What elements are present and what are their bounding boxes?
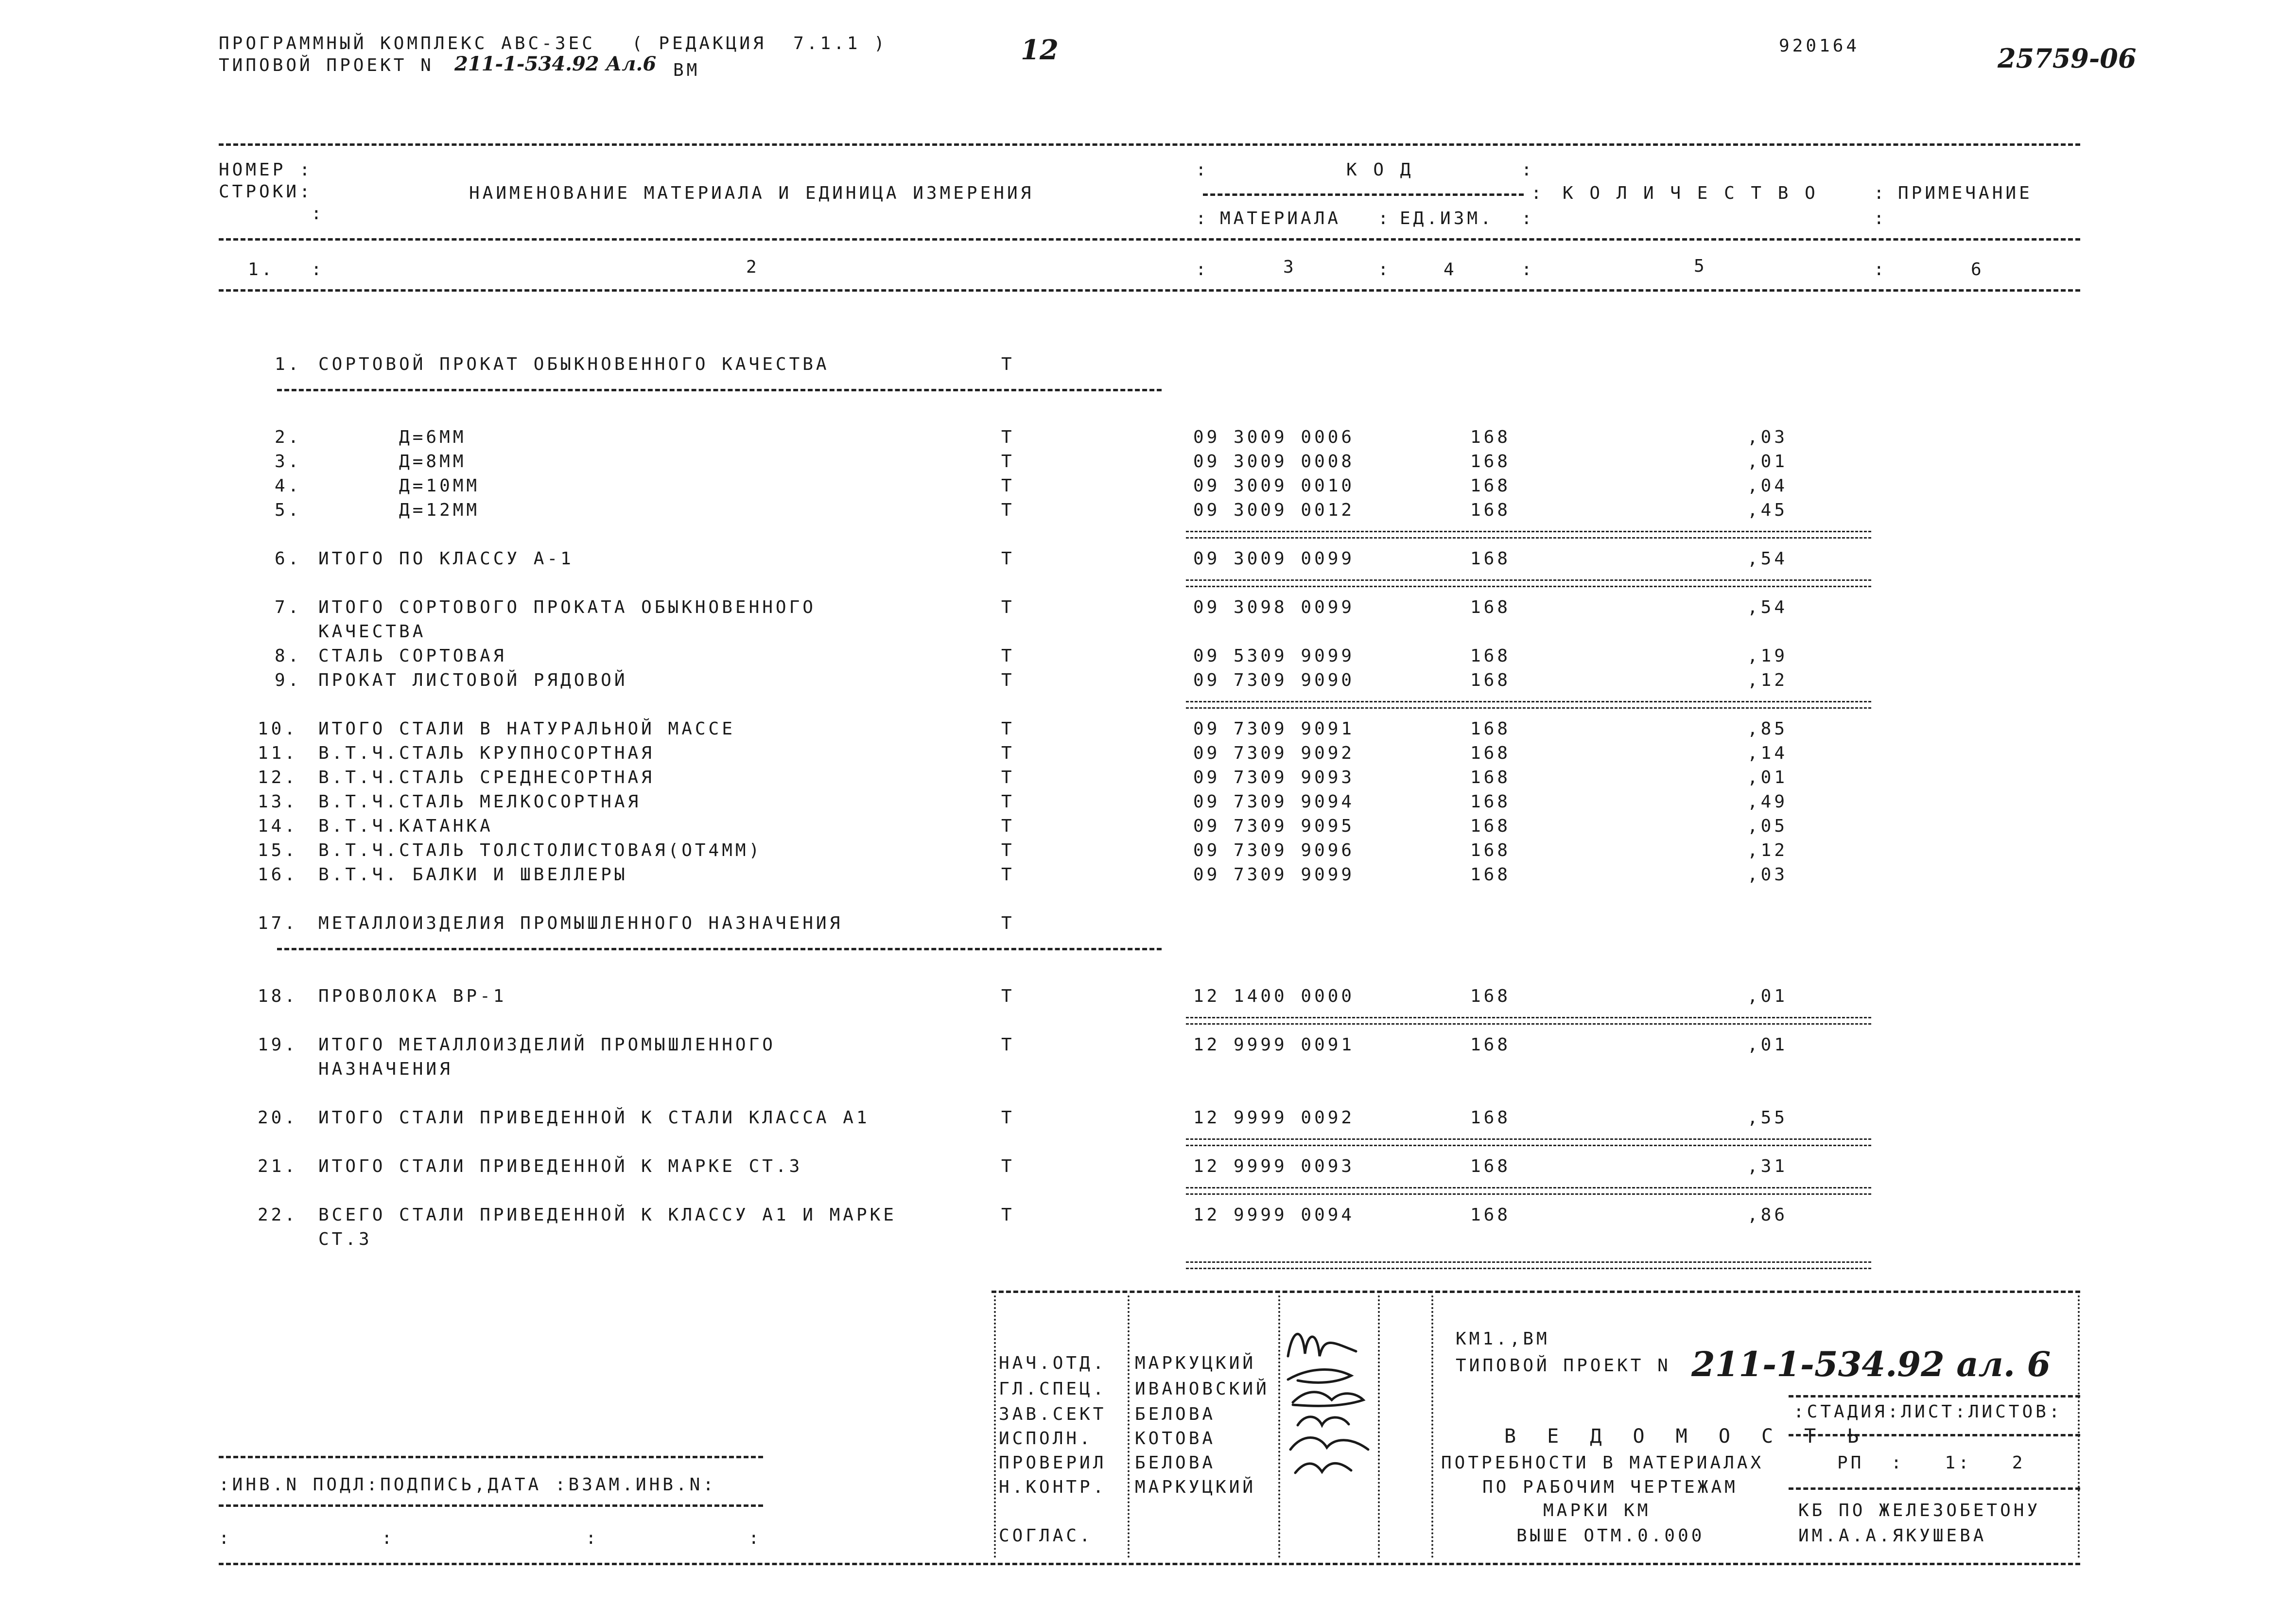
stamp-role: ПРОВЕРИЛ xyxy=(999,1453,1107,1473)
row-quantity: ,54 xyxy=(1747,597,1788,617)
section-underline xyxy=(277,389,1162,391)
header-bottom-rule xyxy=(219,289,2080,292)
stamp-vsep xyxy=(2078,1295,2080,1558)
col-sep-mark: : xyxy=(1521,160,1535,180)
col-number-label-1: НОМЕР : xyxy=(219,160,313,180)
stamp-name: МАРКУЦКИЙ xyxy=(1135,1353,1256,1373)
table-row xyxy=(0,428,2296,452)
page-number-handwritten: 12 xyxy=(1021,34,1059,66)
col-num-2: 2 xyxy=(746,257,760,277)
row-material-name: ВСЕГО СТАЛИ ПРИВЕДЕННОЙ К КЛАССУ А1 И МАРКЕ xyxy=(318,1205,897,1225)
stamp-title-4: МАРКИ КМ xyxy=(1543,1501,1651,1520)
stamp-stage-header: :СТАДИЯ:ЛИСТ:ЛИСТОВ: xyxy=(1793,1402,2063,1422)
row-material-code: 09 3009 0008 xyxy=(1193,452,1355,472)
row-unit-code: 168 xyxy=(1470,792,1511,812)
row-quantity: ,54 xyxy=(1747,549,1788,569)
row-unit: Т xyxy=(1001,816,1015,836)
row-unit: Т xyxy=(1001,500,1015,520)
table-row xyxy=(0,744,2296,768)
col-sep-mark: : xyxy=(586,1528,599,1548)
col-sep-mark: : xyxy=(1531,183,1545,203)
row-number: 9. xyxy=(275,670,302,690)
row-material-code: 09 5309 9099 xyxy=(1193,646,1355,666)
row-material-name-cont: КАЧЕСТВА xyxy=(318,622,426,642)
row-unit-code: 168 xyxy=(1470,768,1511,787)
row-unit: Т xyxy=(1001,549,1015,569)
row-unit: Т xyxy=(1001,840,1015,860)
row-material-code: 12 9999 0091 xyxy=(1193,1035,1355,1055)
row-quantity: ,03 xyxy=(1747,427,1788,447)
row-unit: Т xyxy=(1001,1156,1015,1176)
table-row xyxy=(0,768,2296,792)
row-quantity: ,31 xyxy=(1747,1156,1788,1176)
row-unit: Т xyxy=(1001,719,1015,739)
col-code-unit-label: ЕД.ИЗМ. xyxy=(1400,209,1494,228)
col-num-5: 5 xyxy=(1694,256,1707,276)
row-material-code: 09 7309 9092 xyxy=(1193,743,1355,763)
row-material-name: В.Т.Ч. БАЛКИ И ШВЕЛЛЕРЫ xyxy=(318,865,628,885)
row-material-code: 09 7309 9091 xyxy=(1193,719,1355,739)
row-material-name: СОРТОВОЙ ПРОКАТ ОБЫКНОВЕННОГО КАЧЕСТВА xyxy=(318,354,830,374)
row-unit: Т xyxy=(1001,1108,1015,1128)
col-num-3: 3 xyxy=(1283,257,1297,277)
code-group-rule xyxy=(1203,193,1524,196)
stamp-name: БЕЛОВА xyxy=(1135,1404,1216,1424)
header-top-rule xyxy=(219,143,2080,146)
row-material-code: 09 7309 9094 xyxy=(1193,792,1355,812)
row-material-name: СТАЛЬ СОРТОВАЯ xyxy=(318,646,507,666)
col-sep-mark: : xyxy=(1196,160,1209,180)
row-material-code: 09 3009 0012 xyxy=(1193,500,1355,520)
table-row xyxy=(0,865,2296,890)
row-number: 2. xyxy=(275,427,302,447)
table-row xyxy=(0,987,2296,1011)
row-unit: Т xyxy=(1001,768,1015,787)
col-number-label-2: СТРОКИ: xyxy=(219,182,313,202)
row-material-name: ПРОВОЛОКА ВР-1 xyxy=(318,986,507,1006)
row-material-code: 09 3009 0099 xyxy=(1193,549,1355,569)
total-double-rule xyxy=(1186,1261,1871,1269)
row-number: 5. xyxy=(275,500,302,520)
row-quantity: ,03 xyxy=(1747,865,1788,885)
row-quantity: ,55 xyxy=(1747,1108,1788,1128)
row-material-name: ИТОГО СОРТОВОГО ПРОКАТА ОБЫКНОВЕННОГО xyxy=(318,597,816,617)
row-quantity: ,01 xyxy=(1747,452,1788,472)
row-number: 15. xyxy=(258,840,298,860)
col-num-6: 6 xyxy=(1971,260,1984,279)
row-material-name: В.Т.Ч.СТАЛЬ МЕЛКОСОРТНАЯ xyxy=(318,792,642,812)
row-material-code: 09 7309 9090 xyxy=(1193,670,1355,690)
stamp-rule xyxy=(1789,1395,2080,1397)
total-double-rule xyxy=(1186,1138,1871,1146)
table-row xyxy=(0,1035,2296,1079)
row-material-code: 09 3098 0099 xyxy=(1193,597,1355,617)
row-material-code: 12 1400 0000 xyxy=(1193,986,1355,1006)
row-quantity: ,19 xyxy=(1747,646,1788,666)
program-title: ПРОГРАММНЫЙ КОМПЛЕКС АВС-3ЕС xyxy=(219,34,595,53)
stamp-role: НАЧ.ОТД. xyxy=(999,1353,1107,1373)
row-material-name-cont: СТ.3 xyxy=(318,1229,372,1249)
row-number: 22. xyxy=(258,1205,298,1225)
row-number: 8. xyxy=(275,646,302,666)
row-unit-code: 168 xyxy=(1470,476,1511,496)
row-quantity: ,01 xyxy=(1747,986,1788,1006)
row-unit-code: 168 xyxy=(1470,500,1511,520)
table-row xyxy=(0,1108,2296,1133)
inventory-header: :ИНВ.N ПОДЛ:ПОДПИСЬ,ДАТА :ВЗАМ.ИНВ.N: xyxy=(219,1475,716,1495)
row-material-code: 09 7309 9099 xyxy=(1193,865,1355,885)
row-material-code: 09 7309 9096 xyxy=(1193,840,1355,860)
row-unit: Т xyxy=(1001,913,1015,933)
row-unit-code: 168 xyxy=(1470,816,1511,836)
stamp-vsep xyxy=(994,1295,996,1558)
col-code-material-label: МАТЕРИАЛА xyxy=(1220,209,1341,228)
row-quantity: ,04 xyxy=(1747,476,1788,496)
row-unit-code: 168 xyxy=(1470,1108,1511,1128)
row-unit: Т xyxy=(1001,865,1015,885)
row-unit: Т xyxy=(1001,1205,1015,1225)
inventory-top-rule xyxy=(219,1456,763,1458)
row-unit: Т xyxy=(1001,670,1015,690)
table-row xyxy=(0,817,2296,841)
row-number: 6. xyxy=(275,549,302,569)
row-unit-code: 168 xyxy=(1470,549,1511,569)
row-material-code: 09 3009 0010 xyxy=(1193,476,1355,496)
row-material-name-cont: НАЗНАЧЕНИЯ xyxy=(318,1059,453,1079)
col-sep-mark: : xyxy=(1378,260,1392,279)
row-material-code: 09 3009 0006 xyxy=(1193,427,1355,447)
row-quantity: ,45 xyxy=(1747,500,1788,520)
table-row xyxy=(0,719,2296,744)
row-quantity: ,85 xyxy=(1747,719,1788,739)
table-row xyxy=(0,792,2296,817)
row-material-name: ИТОГО ПО КЛАССУ А-1 xyxy=(318,549,574,569)
col-sep-mark: : xyxy=(748,1528,762,1548)
row-unit-code: 168 xyxy=(1470,1205,1511,1225)
col-sep-mark: : xyxy=(382,1528,395,1548)
table-row xyxy=(0,1157,2296,1181)
stamp-org-1: КБ ПО ЖЕЛЕЗОБЕТОНУ xyxy=(1798,1501,2041,1520)
row-quantity: ,49 xyxy=(1747,792,1788,812)
row-unit-code: 168 xyxy=(1470,986,1511,1006)
col-code-group-label: К О Д xyxy=(1346,160,1414,180)
doc-code: 920164 xyxy=(1779,36,1860,56)
row-number: 20. xyxy=(258,1108,298,1128)
col-sep-mark: : xyxy=(311,204,325,224)
stamp-rule xyxy=(1789,1487,2080,1490)
stamp-role: ГЛ.СПЕЦ. xyxy=(999,1379,1107,1399)
table-row xyxy=(0,549,2296,574)
row-quantity: ,01 xyxy=(1747,1035,1788,1055)
row-number: 14. xyxy=(258,816,298,836)
col-sep-mark: : xyxy=(311,260,325,279)
row-unit: Т xyxy=(1001,427,1015,447)
row-material-name: ИТОГО СТАЛИ ПРИВЕДЕННОЙ К СТАЛИ КЛАССА А1 xyxy=(318,1108,870,1128)
col-sep-mark: : xyxy=(1874,209,1887,228)
row-quantity: ,12 xyxy=(1747,840,1788,860)
total-double-rule xyxy=(1186,701,1871,709)
row-unit-code: 168 xyxy=(1470,743,1511,763)
row-material-code: 09 7309 9095 xyxy=(1193,816,1355,836)
stamp-project-number-handwritten: 211-1-534.92 ал. 6 xyxy=(1691,1344,2051,1384)
table-row xyxy=(0,914,2296,938)
col-sep-mark: : xyxy=(1521,209,1535,228)
row-unit: Т xyxy=(1001,646,1015,666)
row-unit-code: 168 xyxy=(1470,865,1511,885)
stamp-title-1: В Е Д О М О С Т Ь xyxy=(1504,1425,1869,1448)
col-quantity-label: К О Л И Ч Е С Т В О xyxy=(1563,183,1818,203)
row-unit-code: 168 xyxy=(1470,840,1511,860)
header-mid-rule xyxy=(219,238,2080,241)
stamp-role: ИСПОЛН. xyxy=(999,1429,1093,1449)
row-material-name: ПРОКАТ ЛИСТОВОЙ РЯДОВОЙ xyxy=(318,670,628,690)
table-row xyxy=(0,1205,2296,1249)
stamp-name: БЕЛОВА xyxy=(1135,1453,1216,1473)
row-quantity: ,14 xyxy=(1747,743,1788,763)
section-code: ВМ xyxy=(673,60,700,80)
row-unit: Т xyxy=(1001,476,1015,496)
row-unit-code: 168 xyxy=(1470,1035,1511,1055)
stamp-name: КОТОВА xyxy=(1135,1429,1216,1449)
signatures-handwritten xyxy=(1278,1322,1385,1483)
table-row xyxy=(0,646,2296,671)
total-double-rule xyxy=(1186,1017,1871,1025)
stamp-vsep xyxy=(1128,1295,1130,1558)
col-note-label: ПРИМЕЧАНИЕ xyxy=(1898,183,2033,203)
col-sep-mark: : xyxy=(1196,260,1209,279)
stamp-title-5: ВЫШЕ ОТМ.0.000 xyxy=(1516,1526,1705,1546)
col-sep-mark: : xyxy=(1874,260,1887,279)
stamp-top-rule xyxy=(991,1291,2080,1293)
table-row xyxy=(0,671,2296,695)
total-double-rule xyxy=(1186,579,1871,587)
row-number: 10. xyxy=(258,719,298,739)
row-number: 18. xyxy=(258,986,298,1006)
stamp-role: Н.КОНТР. xyxy=(999,1477,1107,1497)
inventory-mid-rule xyxy=(219,1504,763,1507)
table-row xyxy=(0,501,2296,525)
row-unit: Т xyxy=(1001,743,1015,763)
row-unit-code: 168 xyxy=(1470,646,1511,666)
row-number: 7. xyxy=(275,597,302,617)
col-sep-mark: : xyxy=(219,1528,232,1548)
col-sep-mark: : xyxy=(1196,209,1209,228)
row-number: 3. xyxy=(275,452,302,472)
row-material-name: В.Т.Ч.СТАЛЬ ТОЛСТОЛИСТОВАЯ(ОТ4ММ) xyxy=(318,840,763,860)
row-material-name: ИТОГО СТАЛИ ПРИВЕДЕННОЙ К МАРКЕ СТ.3 xyxy=(318,1156,803,1176)
stamp-name: МАРКУЦКИЙ xyxy=(1135,1477,1256,1497)
stamp-role: ЗАВ.СЕКТ xyxy=(999,1404,1107,1424)
stamp-title-2: ПОТРЕБНОСТИ В МАТЕРИАЛАХ xyxy=(1441,1453,1764,1473)
row-number: 13. xyxy=(258,792,298,812)
row-quantity: ,01 xyxy=(1747,768,1788,787)
row-material-name: Д=8ММ xyxy=(318,452,467,472)
archive-number-handwritten: 25759-06 xyxy=(1998,43,2137,74)
row-number: 11. xyxy=(258,743,298,763)
row-unit: Т xyxy=(1001,792,1015,812)
project-number-handwritten: 211-1-534.92 Ал.6 xyxy=(454,52,657,75)
row-number: 17. xyxy=(258,913,298,933)
stamp-vsep xyxy=(1431,1295,1433,1558)
row-number: 19. xyxy=(258,1035,298,1055)
row-unit-code: 168 xyxy=(1470,670,1511,690)
row-material-name: ИТОГО МЕТАЛЛОИЗДЕЛИЙ ПРОМЫШЛЕННОГО xyxy=(318,1035,776,1055)
row-unit: Т xyxy=(1001,452,1015,472)
col-name-label: НАИМЕНОВАНИЕ МАТЕРИАЛА И ЕДИНИЦА ИЗМЕРЕНИЯ xyxy=(469,183,1034,203)
row-unit-code: 168 xyxy=(1470,427,1511,447)
row-unit-code: 168 xyxy=(1470,597,1511,617)
row-material-code: 09 7309 9093 xyxy=(1193,768,1355,787)
row-material-name: МЕТАЛЛОИЗДЕЛИЯ ПРОМЫШЛЕННОГО НАЗНАЧЕНИЯ xyxy=(318,913,843,933)
col-num-1: 1. xyxy=(248,260,275,279)
row-number: 1. xyxy=(275,354,302,374)
row-quantity: ,86 xyxy=(1747,1205,1788,1225)
col-sep-mark: : xyxy=(1521,260,1535,279)
row-material-name: В.Т.Ч.СТАЛЬ КРУПНОСОРТНАЯ xyxy=(318,743,655,763)
row-unit-code: 168 xyxy=(1470,719,1511,739)
row-number: 21. xyxy=(258,1156,298,1176)
row-unit-code: 168 xyxy=(1470,1156,1511,1176)
table-row xyxy=(0,355,2296,379)
row-material-code: 12 9999 0094 xyxy=(1193,1205,1355,1225)
row-material-name: В.Т.Ч.КАТАНКА xyxy=(318,816,493,836)
row-number: 16. xyxy=(258,865,298,885)
col-sep-mark: : xyxy=(1874,183,1887,203)
table-row xyxy=(0,597,2296,642)
stamp-doc-marks: КМ1.,ВМ xyxy=(1456,1329,1550,1349)
stamp-project-prefix: ТИПОВОЙ ПРОЕКТ N xyxy=(1456,1356,1671,1376)
row-unit-code: 168 xyxy=(1470,452,1511,472)
table-row xyxy=(0,452,2296,476)
project-prefix: ТИПОВОЙ ПРОЕКТ N xyxy=(219,55,434,75)
col-num-4: 4 xyxy=(1444,260,1457,279)
row-material-code: 12 9999 0093 xyxy=(1193,1156,1355,1176)
stamp-role: СОГЛАС. xyxy=(999,1526,1093,1546)
stamp-name: ИВАНОВСКИЙ xyxy=(1135,1379,1270,1399)
row-number: 4. xyxy=(275,476,302,496)
stamp-org-2: ИМ.А.А.ЯКУШЕВА xyxy=(1798,1526,1987,1546)
col-sep-mark: : xyxy=(1378,209,1392,228)
row-number: 12. xyxy=(258,768,298,787)
edition-label: ( РЕДАКЦИЯ 7.1.1 ) xyxy=(632,34,887,53)
row-quantity: ,05 xyxy=(1747,816,1788,836)
row-unit: Т xyxy=(1001,986,1015,1006)
total-double-rule xyxy=(1186,1187,1871,1195)
stamp-title-3: ПО РАБОЧИМ ЧЕРТЕЖАМ xyxy=(1482,1477,1738,1497)
row-material-name: Д=12ММ xyxy=(318,500,480,520)
row-quantity: ,12 xyxy=(1747,670,1788,690)
table-row xyxy=(0,841,2296,865)
row-material-name: Д=10ММ xyxy=(318,476,480,496)
row-material-name: Д=6ММ xyxy=(318,427,467,447)
page-bottom-rule xyxy=(219,1563,2080,1565)
row-material-code: 12 9999 0092 xyxy=(1193,1108,1355,1128)
row-unit: Т xyxy=(1001,597,1015,617)
row-unit: Т xyxy=(1001,354,1015,374)
total-double-rule xyxy=(1186,531,1871,539)
row-material-name: ИТОГО СТАЛИ В НАТУРАЛЬНОЙ МАССЕ xyxy=(318,719,735,739)
row-material-name: В.Т.Ч.СТАЛЬ СРЕДНЕСОРТНАЯ xyxy=(318,768,655,787)
section-underline xyxy=(277,948,1162,950)
row-unit: Т xyxy=(1001,1035,1015,1055)
table-row xyxy=(0,476,2296,501)
stamp-stage-values: РП : 1: 2 xyxy=(1837,1453,2026,1473)
